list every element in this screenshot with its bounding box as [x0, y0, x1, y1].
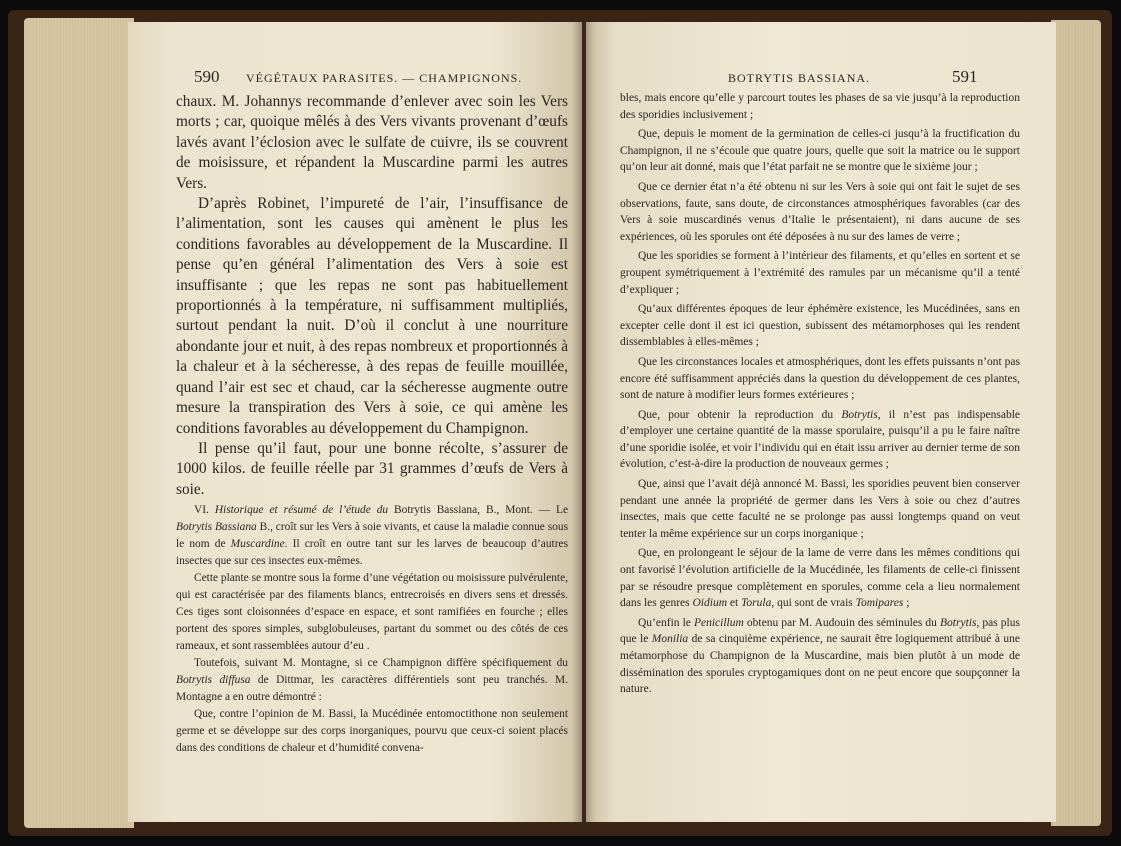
paragraph [620, 407, 1020, 473]
genus-name: Oidium [692, 597, 727, 610]
text-run: , pas plus que le [620, 616, 1020, 646]
note-title-rest: Botrytis Bassiana, B., Mont. — Le [394, 504, 569, 516]
paragraph: Que ce dernier état n’a été obtenu ni sur les Vers à soie qui ont fait le sujet de ses observations, faute, sans doute, de circonstances atmosphériques favorables (car des Vers à soie muscardinés venus d’Italie le présentaient), ni dans aucune de ses expériences, où les sporules ont été déposées à nu sur des lames de verre ; [620, 180, 1020, 243]
paragraph [620, 615, 1020, 698]
note-text: Toutefois, suivant M. Montagne, si ce Champignon diffère spécifiquement du [194, 657, 568, 669]
right-page-number: 591 [952, 67, 978, 86]
left-page-edges [24, 18, 134, 828]
paragraph: chaux. M. Johannys recommande d’enlever avec soin les Vers morts ; car, quoique mêlés à des Vers vivants provenant d’œufs lavés avant l’éclosion avec le sulfate de cuivre, ils se couvrent de moisissure, et répandent la Muscardine parmi les autres Vers. [176, 93, 568, 192]
paragraph: Que les sporidies se forment à l’intérieur des filaments, et qu’elles en sortent et se groupent symétriquement à l’extrémité des ramules par un mécanisme qu’il a tenté d’expliquer ; [620, 250, 1020, 296]
note-heading: VI. [194, 504, 215, 516]
left-page [128, 22, 582, 822]
genus-name: Torula [741, 597, 772, 610]
genus-name: Botrytis [841, 408, 878, 421]
note-text: . Il croît en outre tant sur les larves de beaucoup d’autres insectes que sur ces insectes eux-mêmes. [176, 538, 569, 567]
text-run: , il n’est pas indispensable d’employer une certaine quantité de la masse sporulaire, puisqu’il a pu le faire naître d’une sporidie isolée, et voir l’individu qui en était issu arriver au dernier terme de son évolution, c’est-à-dire la production de nouveaux germes ; [620, 408, 1020, 471]
text-run: et [727, 597, 742, 610]
note-title-italic: Historique et résumé de l’étude du [214, 504, 395, 516]
paragraph: D’après Robinet, l’impureté de l’air, l’insuffisance de l’alimentation, sont les causes qui amènent le plus les conditions favorables au développement de la Muscardine. Il pense qu’en général l’alimentation des Vers à soie est insuffisante ; que les repas ne sont pas habituellement proportionnés à la température, ni suffisamment multipliés, surtout pendant la nuit. D’où il conclut à une nourriture abondante jour et nuit, à des repas nombreux et proportionnés à la chaleur et à la sécheresse, à des repas de feuille mouillée, quand l’air est sec et chaud, car la sécheresse augmente outre mesure la transpiration des Vers à soie, ce qui amène les conditions favorables au développement du Champignon. [176, 195, 568, 437]
text-run: Que, pour obtenir la reproduction du [638, 408, 842, 421]
right-page-edges [1051, 20, 1101, 826]
text-run: Que, en prolongeant le séjour de la lame de verre dans les mêmes conditions qui ont favorisé l’évolution artificielle de la Mucédinée, les filaments de celle-ci finissent par se résoudre presque complètement en sporules, comme cela a lieu normalement dans les genres [620, 547, 1020, 610]
note-paragraph [176, 655, 568, 706]
paragraph [620, 545, 1020, 611]
genus-name: Penicillum [693, 616, 744, 629]
left-page-number: 590 [194, 67, 220, 86]
text-run: ; [903, 597, 910, 610]
paragraph: bles, mais encore qu’elle y parcourt toutes les phases de sa vie jusqu’à la reproduction des sporidies inclusivement ; [620, 92, 1020, 121]
book-gutter [572, 22, 594, 822]
note-text: de Dittmar, les caractères différentiels sont peu tranchés. M. Montagne a en outre démontré : [176, 674, 568, 703]
right-main-text [620, 90, 1020, 701]
genus-name: Monilia [651, 633, 689, 646]
species-name: Botrytis diffusa [176, 674, 251, 686]
left-running-head: VÉGÉTAUX PARASITES. — CHAMPIGNONS. [246, 71, 523, 85]
disease-name: Muscardine [230, 538, 285, 550]
text-run: Qu’enfin le [638, 616, 694, 629]
text-run: , qui sont de vrais [771, 597, 856, 610]
species-name: Botrytis Bassiana [176, 521, 257, 533]
paragraph: Que, ainsi que l’avait déjà annoncé M. Bassi, les sporidies peuvent bien conserver pendant une année la propriété de germer dans les Vers à soie ou chez d’autres insectes, mais que cette faculté ne se prolonge pas aussi longtemps quand on veut tenter la même expérience sur un corps inorganique ; [620, 478, 1020, 540]
paragraph: Que les circonstances locales et atmosphériques, dont les effets puissants n’ont pas encore été suffisamment appréciés dans la question du développement de ces plantes, sont de nature à modifier leurs formes extérieures ; [620, 355, 1020, 402]
right-running-head: BOTRYTIS BASSIANA. [728, 71, 871, 85]
left-section-note [176, 502, 568, 757]
note-text: B., croît sur les Vers à soie vivants, et cause la maladie connue sous le nom de [176, 521, 568, 550]
right-page [586, 22, 1056, 822]
paragraph: Qu’aux différentes époques de leur éphémère existence, les Mucédinées, sans en excepter celle dont il est ici question, subissent des métamorphoses qui les rendent dissemblables à elles-mêmes ; [620, 303, 1020, 349]
paragraph: Il pense qu’il faut, pour une bonne récolte, s’assurer de 1000 kilos. de feuille réelle par 31 grammes d’œufs de Vers à soie. [176, 439, 568, 498]
note-paragraph: Que, contre l’opinion de M. Bassi, la Mucédinée entomoctithone non seulement germe et se développe sur des corps inorganiques, pourvu que ceux-ci soient placés dans des conditions de chaleur et d’humidité convena- [176, 708, 568, 754]
note-paragraph: Cette plante se montre sous la forme d’une végétation ou moisissure pulvérulente, qui est caractérisée par des filaments blancs, entrecroisés en divers sens et dressés. Ces tiges sont cloisonnées d’espace en espace, et sont ramifiées en fourche ; elles portent des spores simples, subglobuleuses, partant du sommet ou des côtés de ces rameaux, et sont rassemblées autour d’eu . [176, 572, 568, 652]
group-name: Tomipares [855, 597, 904, 610]
text-run: obtenu par M. Audouin des séminules du [743, 616, 941, 629]
left-main-text [176, 92, 568, 500]
paragraph: Que, depuis le moment de la germination de celles-ci jusqu’à la fructification du Champignon, il ne s’écoule que quatre jours, quelle que soit la matrice ou le support qu’on leur ait donné, mais que l’état parfait ne se montre que le sixième jour ; [620, 128, 1020, 174]
note-paragraph [176, 502, 568, 570]
genus-name: Botrytis [940, 616, 977, 629]
text-run: de sa cinquième expérience, ne saurait être logiquement attribué à une métamorphose du Champignon de la Muscardine, mais bien plutôt à un mode de dissémination des sporules cryptogamiques dont on ne peut encore que soupçonner la nature. [620, 633, 1020, 696]
